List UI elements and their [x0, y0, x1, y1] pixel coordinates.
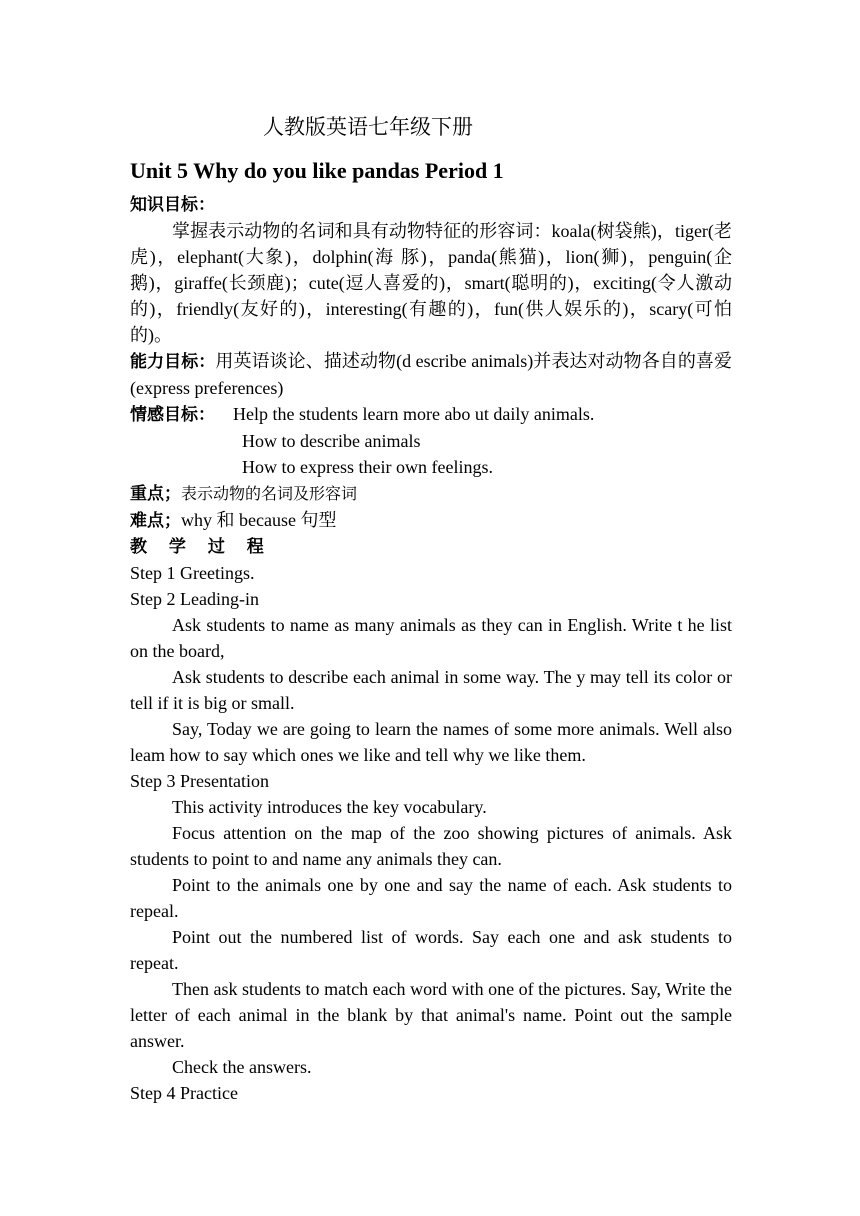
step-3-paragraph-4: Point out the numbered list of words. Say each one and ask students to repeat.	[130, 927, 732, 973]
process-heading: 教 学 过 程	[130, 537, 272, 557]
ability-text: 用英语谈论、描述动物(d escribe animals)并表达对动物各自的喜爱(express preferences)	[130, 351, 732, 398]
ability-paragraph	[130, 348, 732, 401]
knowledge-label: 知识目标：	[130, 195, 215, 215]
key-point	[130, 480, 732, 507]
step-3: Step 3 Presentation	[130, 771, 269, 791]
document-page	[130, 110, 732, 1106]
document-title: 人教版英语七年级下册	[263, 115, 473, 139]
unit-title: Unit 5 Why do you like pandas Period 1	[130, 158, 504, 183]
step-3-paragraph-5: Then ask students to match each word with one of the pictures. Say, Write the letter of each animal in the blank by that animal's name. Point out the sample answer.	[130, 979, 732, 1051]
knowledge-text: 掌握表示动物的名词和具有动物特征的形容词：koala(树袋熊)，tiger(老虎)，elephant(大象)，dolphin(海 豚)，panda(熊猫)，lion(狮)，penguin(企鹅)，giraffe(长颈鹿)；cute(逗人喜爱的)，smart(聪明的)，exciting(令人激动的)，friendly(友好的)，interesting(有趣的)，fun(供人娱乐的)，scary(可怕的)。	[130, 221, 732, 345]
key-label: 重点；	[130, 484, 181, 504]
step-3-paragraph-1: This activity introduces the key vocabulary.	[172, 797, 487, 817]
step-2-paragraph-1: Ask students to name as many animals as they can in English. Write t he list on the board,	[130, 615, 732, 661]
emotion-line-2: How to describe animals	[242, 431, 421, 451]
step-3-paragraph-6: Check the answers.	[172, 1057, 312, 1077]
emotion-line-3: How to express their own feelings.	[242, 457, 493, 477]
key-text: 表示动物的名词及形容词	[181, 484, 358, 503]
ability-label: 能力目标：	[130, 352, 216, 372]
emotion-paragraph	[130, 401, 732, 428]
difficult-point	[130, 507, 732, 534]
step-2-paragraph-2: Ask students to describe each animal in some way. The y may tell its color or tell if it is big or small.	[130, 667, 732, 713]
difficult-label: 难点；	[130, 511, 181, 531]
difficult-text: why 和 because 句型	[181, 510, 337, 530]
step-3-paragraph-2: Focus attention on the map of the zoo showing pictures of animals. Ask students to point to and name any animals they can.	[130, 823, 732, 869]
step-2: Step 2 Leading-in	[130, 589, 259, 609]
step-3-paragraph-3: Point to the animals one by one and say the name of each. Ask students to repeal.	[130, 875, 732, 921]
step-4: Step 4 Practice	[130, 1083, 238, 1103]
emotion-label: 情感目标：	[130, 405, 215, 425]
emotion-line-1: Help the students learn more abo ut daily animals.	[233, 404, 595, 424]
step-1: Step 1 Greetings.	[130, 563, 255, 583]
step-2-paragraph-3: Say, Today we are going to learn the names of some more animals. Well also leam how to say which ones we like and tell why we like them.	[130, 719, 732, 765]
